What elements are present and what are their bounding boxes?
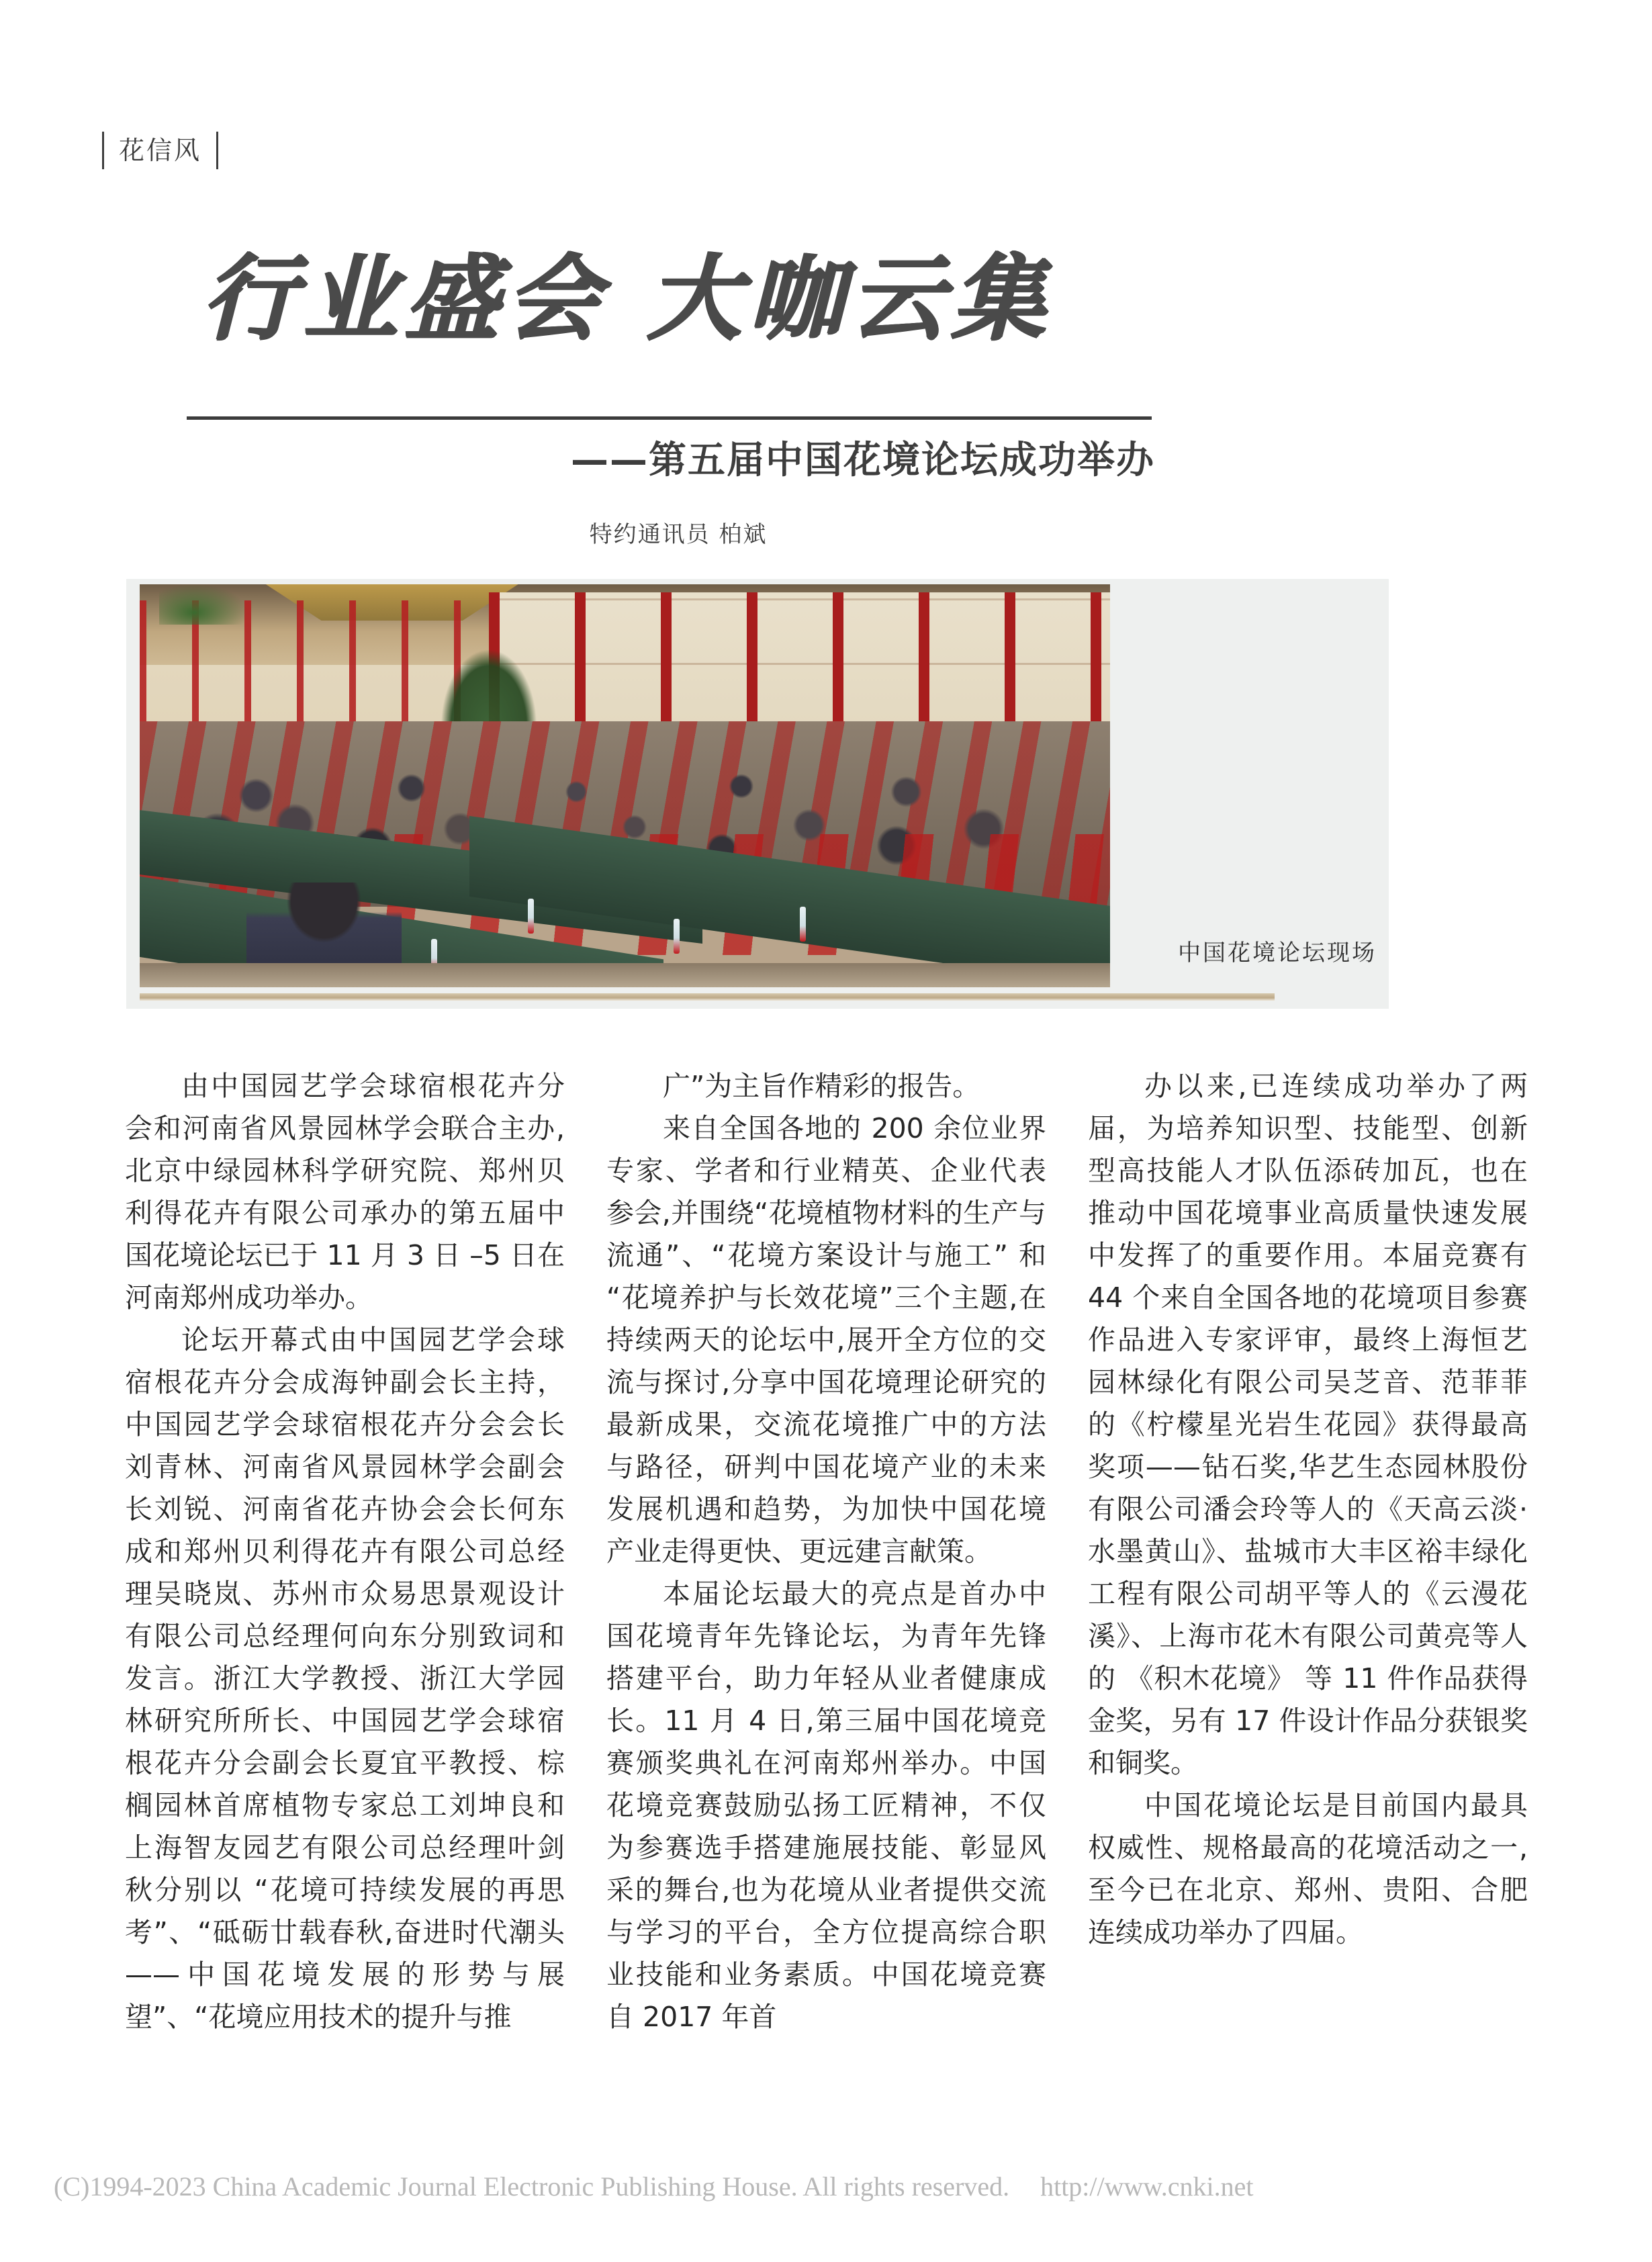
- conference-photo: [140, 584, 1110, 987]
- body-column-3: [1088, 1065, 1528, 2038]
- photo-floor: [140, 963, 1110, 987]
- article-byline: 特约通讯员 柏斌: [589, 521, 768, 548]
- figure-caption: 中国花境论坛现场: [1178, 940, 1377, 966]
- paragraph: 中国花境论坛是目前国内最具权威性、规格最高的花境活动之一,至今已在北京、郑州、贵阳、合肥连续成功举办了四届。: [1088, 1789, 1528, 1948]
- running-head-left-rule: [102, 132, 104, 169]
- article-title-block: [201, 244, 1155, 548]
- running-head: [102, 132, 218, 169]
- paragraph: 广”为主旨作精彩的报告。: [663, 1070, 980, 1102]
- paragraph: 由中国园艺学会球宿根花卉分会和河南省风景园林学会联合主办,北京中绿园林科学研究院、郑州贝利得花卉有限公司承办的第五届中国花境论坛已于 11 月 3 日 –5 日在河南郑州成功举办。: [125, 1070, 565, 1314]
- paragraph: 办以来,已连续成功举办了两届，为培养知识型、技能型、创新型高技能人才队伍添砖加瓦，也在推动中国花境事业高质量快速发展中发挥了的重要作用。本届竞赛有 44 个来自全国各地的花境项目参赛作品进入专家评审，最终上海恒艺园林绿化有限公司吴芝音、范菲菲的《柠檬星光岩生花园》获得最高奖项——钻石奖,华艺生态园林股份有限公司潘会玲等人的《天高云淡·水墨黄山》、盐城市大丰区裕丰绿化工程有限公司胡平等人的《云漫花溪》、上海市花木有限公司黄亮等人的 《积木花境》 等 11 件作品获得金奖，另有 17 件设计作品分获银奖和铜奖。: [1088, 1070, 1528, 1779]
- water-bottle-icon: [528, 899, 534, 934]
- article-figure: [126, 579, 1389, 1009]
- article-body: [125, 1065, 1528, 2038]
- copyright-text: (C)1994-2023 China Academic Journal Electronic Publishing House. All rights reserved.: [54, 2171, 1010, 2202]
- foliage-icon: [159, 584, 246, 625]
- page-title: 行业盛会 大咖云集: [201, 244, 1052, 353]
- running-head-label: 花信风: [119, 136, 202, 165]
- body-column-2: [606, 1065, 1046, 2038]
- cnki-url[interactable]: http://www.cnki.net: [1040, 2171, 1254, 2202]
- title-divider: [187, 416, 1152, 420]
- running-head-right-rule: [216, 132, 218, 169]
- body-column-1: [125, 1065, 565, 2038]
- water-bottle-icon: [800, 907, 806, 942]
- water-bottle-icon: [674, 919, 680, 954]
- paragraph: 来自全国各地的 200 余位业界专家、学者和行业精英、企业代表参会,并围绕“花境植物材料的生产与流通”、“花境方案设计与施工” 和 “花境养护与长效花境”三个主题,在持续两天的论坛中,展开全方位的交流与探讨,分享中国花境理论研究的最新成果，交流花境推广中的方法与路径，研判中国花境产业的未来发展机遇和趋势，为加快中国花境产业走得更快、更远建言献策。: [606, 1112, 1046, 1568]
- figure-decorative-bar: [140, 993, 1275, 1001]
- paragraph: 论坛开幕式由中国园艺学会球宿根花卉分会成海钟副会长主持，中国园艺学会球宿根花卉分会会长刘青林、河南省风景园林学会副会长刘锐、河南省花卉协会会长何东成和郑州贝利得花卉有限公司总经理吴晓岚、苏州市众易思景观设计有限公司总经理何向东分别致词和发言。浙江大学教授、浙江大学园林研究所所长、中国园艺学会球宿根花卉分会副会长夏宜平教授、棕榈园林首席植物专家总工刘坤良和上海智友园艺有限公司总经理叶剑秋分别以 “花境可持续发展的再思考”、“砥砺廿载春秋,奋进时代潮头——中国花境发展的形势与展望”、“花境应用技术的提升与推: [125, 1324, 565, 2033]
- article-subtitle: ——第五届中国花境论坛成功举办: [571, 439, 1155, 482]
- paragraph: 本届论坛最大的亮点是首办中国花境青年先锋论坛，为青年先锋搭建平台，助力年轻从业者健康成长。11 月 4 日,第三届中国花境竞赛颁奖典礼在河南郑州举办。中国花境竞赛鼓励弘扬工匠精神，不仅为参赛选手搭建施展技能、彰显风采的舞台,也为花境从业者提供交流与学习的平台，全方位提高综合职业技能和业务素质。中国花境竞赛自 2017 年首: [606, 1578, 1046, 2033]
- cnki-footer: [54, 2171, 1598, 2202]
